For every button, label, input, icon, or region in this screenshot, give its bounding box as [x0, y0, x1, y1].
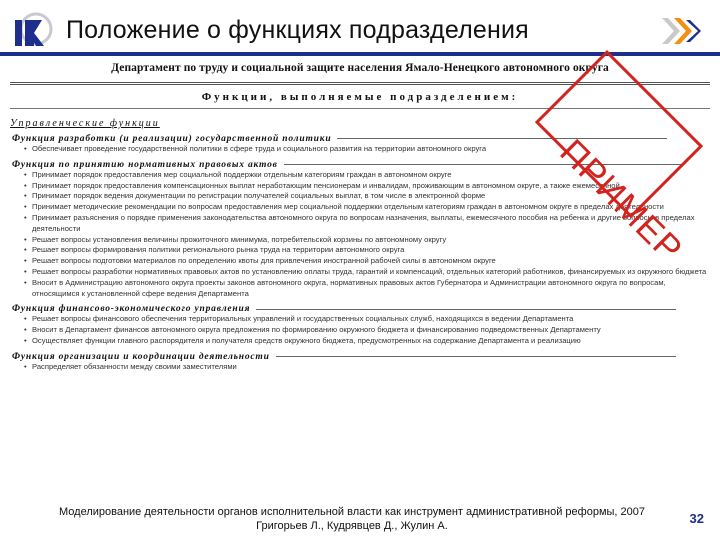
list-item: • Распределяет обязанности между своими заместителями	[24, 362, 710, 373]
section-title: Функция по принятию нормативных правовых актов	[12, 160, 710, 170]
header-divider	[0, 52, 720, 56]
section-title: Функция финансово-экономического управления	[12, 304, 710, 314]
page-number: 32	[689, 511, 704, 526]
list-item: • Принимает методические рекомендации по вопросам предоставления мер социальной поддержки отдельным категориям граждан в автономном округе в пределах деятельности	[24, 202, 710, 213]
list-item: • Решает вопросы разработки нормативных правовых актов по установлению оплаты труда, гарантий и компенсаций, отдельных категорий работников, финансируемых из окружного бюджета	[24, 267, 710, 278]
functions-header: Функции, выполняемые подразделением:	[201, 91, 519, 103]
management-functions-header: Управленческие функции	[10, 118, 160, 129]
logo-icon	[12, 12, 54, 50]
list-item: • Решает вопросы формирования политики регионального рынка труда на территории автономного округа	[24, 245, 710, 256]
list-item: • Принимает порядок предоставления мер социальной поддержки отдельным категориям граждан в автономном округе	[24, 170, 710, 181]
stamp-label: ПРИМЕР	[552, 132, 690, 270]
footer	[0, 503, 720, 540]
next-arrows-icon[interactable]	[660, 16, 702, 46]
double-rule	[10, 82, 710, 85]
list-item: • Осуществляет функции главного распорядителя и получателя средств окружного бюджета, предусмотренных на содержание Департамента и реализацию	[24, 336, 710, 347]
footer-line-1: Моделирование деятельности органов исполнительной власти как инструмент административной реформы, 2007	[58, 506, 645, 518]
list-item: • Вносит в Администрацию автономного округа проекты законов автономного округа, нормативных правовых актов Губернатора и Администрации автономного округа по вопросам, относящимся к установленной сфере ведения Департамента	[24, 278, 710, 300]
document-scan	[10, 60, 710, 498]
list-item: • Обеспечивает проведение государственной политики в сфере труда и социального развития на территории автономного округа	[24, 144, 710, 155]
list-item: • Вносит в Департамент финансов автономного округа предложения по формированию окружного бюджета и финансированию подведомственных Департаменту	[24, 325, 710, 336]
footer-citation	[22, 505, 682, 533]
list-item: • Решает вопросы финансового обеспечения территориальных управлений и государственных социальных служб, находящихся в ведении Департамента	[24, 314, 710, 325]
rule	[10, 108, 710, 109]
list-item: • Принимает разъяснения о порядке применения законодательства автономного округа по вопросам назначения, выплаты, ежемесячного пособия на ребенка и другие вопросы в пределах деятельности	[24, 213, 710, 235]
section-title: Функция организации и координации деятельности	[12, 352, 710, 362]
list-item: • Принимает порядок предоставления компенсационных выплат неработающим пенсионерам и инвалидам, проживающим в автономном округе, а также ежемесячной	[24, 181, 710, 192]
footer-line-2: Григорьев Л., Кудрявцев Д., Жулин А.	[256, 520, 448, 532]
list-item: • Принимает порядок ведения документации по регистрации получателей социальных выплат, в том числе в электронной форме	[24, 191, 710, 202]
list-item: • Решает вопросы установления величины прожиточного минимума, потребительской корзины по автономному округу	[24, 235, 710, 246]
section-title: Функция разработки (и реализации) государственной политики	[12, 134, 710, 144]
list-item: • Решает вопросы подготовки материалов по определению квоты для привлечения иностранной рабочей силы в автономном округе	[24, 256, 710, 267]
slide-title: Положение о функциях подразделения	[66, 16, 529, 44]
document-title: Департамент по труду и социальной защите населения Ямало-Ненецкого автономного округа	[111, 62, 609, 74]
